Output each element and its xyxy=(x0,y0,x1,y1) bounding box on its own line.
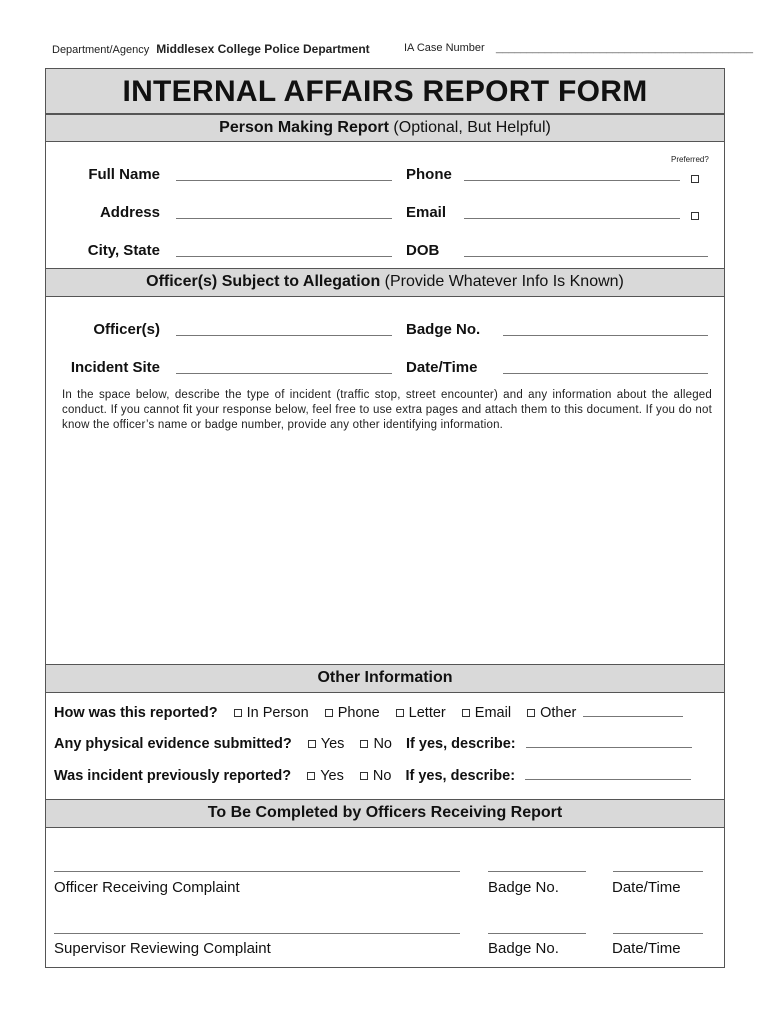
incident-site-label: Incident Site xyxy=(70,359,160,376)
badge-no-field[interactable] xyxy=(503,335,708,336)
section-person-heading xyxy=(46,114,724,142)
case-number-label: IA Case Number xyxy=(404,42,485,54)
phone-label: Phone xyxy=(406,166,452,183)
dob-field[interactable] xyxy=(464,256,708,257)
section-officer-heading xyxy=(46,268,724,297)
officers-field[interactable] xyxy=(176,335,392,336)
option-email[interactable]: Email xyxy=(462,705,511,721)
address-label: Address xyxy=(99,204,160,221)
officer-datetime-label: Date/Time xyxy=(612,879,681,896)
supervisor-signature-field[interactable] xyxy=(54,933,460,934)
officer-badge-field[interactable] xyxy=(488,871,586,872)
checkbox[interactable] xyxy=(462,709,470,717)
phone-preferred-checkbox[interactable] xyxy=(691,175,699,183)
supervisor-badge-field[interactable] xyxy=(488,933,586,934)
dept-label: Department/Agency xyxy=(52,44,150,56)
address-field[interactable] xyxy=(176,218,392,219)
section-officer-heading-bold: Officer(s) Subject to Allegation xyxy=(146,273,381,290)
officers-label: Officer(s) xyxy=(93,321,160,338)
email-field[interactable] xyxy=(464,218,680,219)
date-time-label: Date/Time xyxy=(406,359,478,376)
checkbox[interactable] xyxy=(308,740,316,748)
badge-no-label: Badge No. xyxy=(406,321,481,338)
physical-evidence-row xyxy=(54,736,692,752)
checkbox[interactable] xyxy=(527,709,535,717)
header-line xyxy=(52,42,753,56)
dob-label: DOB xyxy=(406,242,440,259)
previously-reported-row xyxy=(54,768,691,784)
email-preferred-checkbox[interactable] xyxy=(691,212,699,220)
city-state-field[interactable] xyxy=(176,256,392,257)
form-title: INTERNAL AFFAIRS REPORT FORM xyxy=(46,69,724,114)
how-reported-question: How was this reported? xyxy=(54,705,218,721)
incident-description-area[interactable] xyxy=(46,421,724,661)
previous-describe-field[interactable] xyxy=(525,779,691,780)
evidence-describe-field[interactable] xyxy=(526,747,692,748)
section-other-heading: Other Information xyxy=(46,664,724,693)
supervisor-datetime-label: Date/Time xyxy=(612,940,681,957)
supervisor-badge-label: Badge No. xyxy=(488,940,559,957)
report-form xyxy=(45,68,725,968)
previous-describe-label: If yes, describe: xyxy=(405,768,516,784)
section-receiving-heading: To Be Completed by Officers Receiving Report xyxy=(46,799,724,828)
evidence-no[interactable]: No xyxy=(360,736,392,752)
checkbox[interactable] xyxy=(234,709,242,717)
checkbox[interactable] xyxy=(307,772,315,780)
checkbox[interactable] xyxy=(396,709,404,717)
city-state-label: City, State xyxy=(87,242,160,259)
date-time-field[interactable] xyxy=(503,373,708,374)
previously-reported-question: Was incident previously reported? xyxy=(54,768,292,784)
section-officer-heading-rest: (Provide Whatever Info Is Known) xyxy=(380,273,624,290)
option-phone[interactable]: Phone xyxy=(325,705,380,721)
email-label: Email xyxy=(406,204,447,221)
officer-datetime-field[interactable] xyxy=(613,871,703,872)
physical-evidence-question: Any physical evidence submitted? xyxy=(54,736,292,752)
full-name-field[interactable] xyxy=(176,180,392,181)
dept-value: Middlesex College Police Department xyxy=(156,42,370,56)
supervisor-datetime-field[interactable] xyxy=(613,933,703,934)
evidence-yes[interactable]: Yes xyxy=(308,736,345,752)
officer-badge-label: Badge No. xyxy=(488,879,559,896)
section-person-heading-bold: Person Making Report xyxy=(219,119,389,136)
option-letter[interactable]: Letter xyxy=(396,705,446,721)
instructions-text: In the space below, describe the type of incident (traffic stop, street encounter) and any information about the alleged conduct. If you cannot fit your response below, feel free to use extra pages and attach them to this document. If you do not know the officer’s name or badge number, provide any other identifying information. xyxy=(62,389,712,431)
section-person-heading-rest: (Optional, But Helpful) xyxy=(388,119,551,136)
previous-yes[interactable]: Yes xyxy=(307,768,344,784)
incident-site-field[interactable] xyxy=(176,373,392,374)
officer-receiving-signature-field[interactable] xyxy=(54,871,460,872)
evidence-describe-label: If yes, describe: xyxy=(406,736,516,752)
checkbox[interactable] xyxy=(325,709,333,717)
case-number-field[interactable]: __________________________________________ xyxy=(496,42,753,54)
how-reported-row xyxy=(54,705,683,721)
previous-no[interactable]: No xyxy=(360,768,392,784)
preferred-label: Preferred? xyxy=(671,155,709,164)
officer-receiving-label: Officer Receiving Complaint xyxy=(54,879,240,896)
phone-field[interactable] xyxy=(464,180,680,181)
checkbox[interactable] xyxy=(360,772,368,780)
supervisor-reviewing-label: Supervisor Reviewing Complaint xyxy=(54,940,271,957)
other-method-field[interactable] xyxy=(583,716,683,717)
option-other[interactable]: Other xyxy=(527,705,576,721)
checkbox[interactable] xyxy=(360,740,368,748)
full-name-label: Full Name xyxy=(88,166,160,183)
option-in-person[interactable]: In Person xyxy=(234,705,309,721)
